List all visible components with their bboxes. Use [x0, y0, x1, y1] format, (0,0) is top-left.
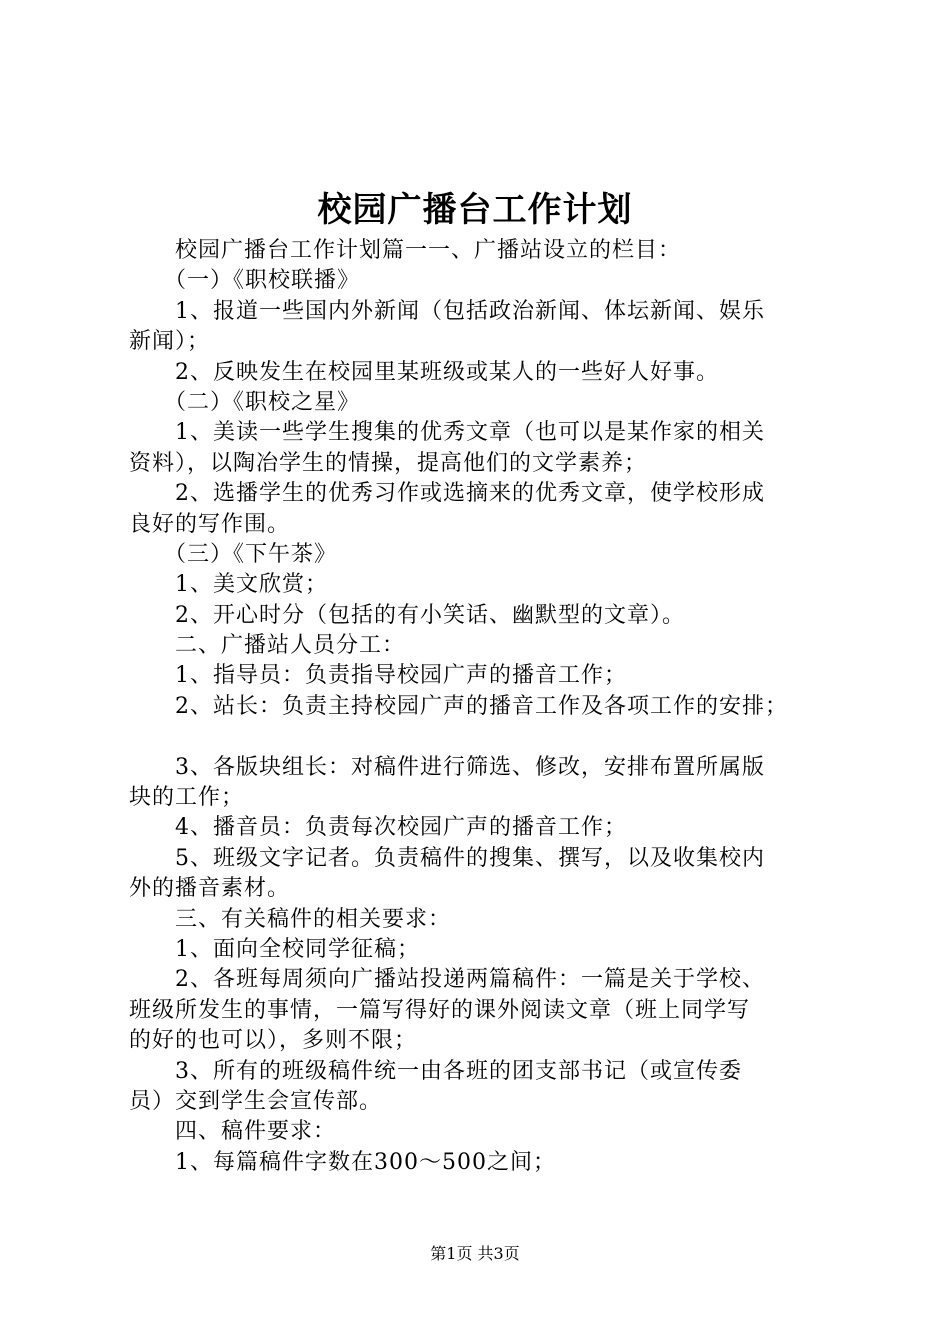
text-line: 1、指导员：负责指导校园广声的播音工作； — [129, 663, 627, 689]
text-line: （一）《职校联播》 — [129, 268, 361, 294]
text-line: 块的工作； — [129, 785, 245, 811]
document-title: 校园广播台工作计划 — [317, 190, 633, 230]
text-line: 的好的也可以），多则不限； — [129, 1028, 418, 1054]
text-line: 1、美读一些学生搜集的优秀文章（也可以是某作家的相关 — [129, 420, 765, 446]
text-line: 3、各版块组长：对稿件进行筛选、修改，安排布置所属版 — [129, 754, 765, 780]
text-line: 2、选播学生的优秀习作或选摘来的优秀文章，使学校形成 — [129, 481, 765, 507]
text-line: 5、班级文字记者。负责稿件的搜集、撰写，以及收集校内 — [129, 845, 765, 871]
text-line: 2、站长：负责主持校园广声的播音工作及各项工作的安排； — [129, 693, 788, 719]
text-line: 校园广播台工作计划篇一一、广播站设立的栏目： — [129, 238, 682, 263]
text-line: （二）《职校之星》 — [129, 389, 361, 415]
text-line: 良好的写作围。 — [129, 511, 291, 537]
text-line: 四、稿件要求： — [129, 1119, 337, 1145]
text-line: 二、广播站人员分工： — [129, 633, 406, 659]
text-line: 2、开心时分（包括的有小笑话、幽默型的文章）。 — [129, 602, 685, 628]
text-line: 1、美文欣赏； — [129, 572, 328, 598]
text-line: 1、面向全校同学征稿； — [129, 936, 420, 962]
text-line: 1、每篇稿件字数在300～500之间； — [129, 1149, 556, 1175]
text-line: 2、各班每周须向广播站投递两篇稿件：一篇是关于学校、 — [129, 967, 765, 993]
text-line: 新闻）； — [129, 329, 211, 355]
blank-line — [129, 722, 839, 752]
text-line: 3、所有的班级稿件统一由各班的团支部书记（或宣传委 — [129, 1058, 742, 1084]
text-line: 资料），以陶冶学生的情操，提高他们的文学素养； — [129, 450, 648, 476]
text-line: 外的播音素材。 — [129, 876, 291, 902]
text-line: 4、播音员：负责每次校园广声的播音工作； — [129, 815, 627, 841]
text-line: 三、有关稿件的相关要求： — [129, 906, 452, 932]
text-line: 班级所发生的事情，一篇写得好的课外阅读文章（班上同学写 — [129, 997, 751, 1023]
text-line: （三）《下午茶》 — [129, 541, 338, 567]
text-line: 员）交到学生会宣传部。 — [129, 1088, 383, 1114]
page-footer: 第1页 共3页 — [430, 1244, 520, 1263]
document-body — [129, 236, 839, 1178]
text-line: 1、报道一些国内外新闻（包括政治新闻、体坛新闻、娱乐 — [129, 298, 765, 324]
text-line: 2、反映发生在校园里某班级或某人的一些好人好事。 — [129, 359, 719, 385]
